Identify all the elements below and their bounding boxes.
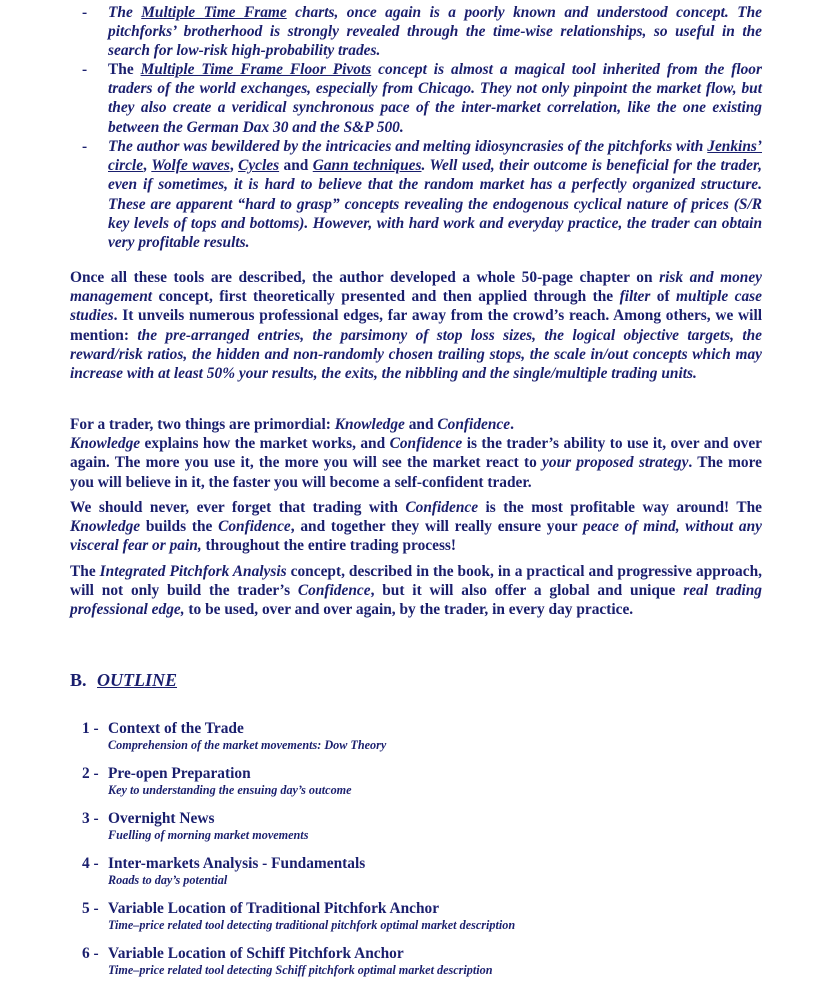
paragraph-integrated-analysis bbox=[70, 562, 762, 620]
underlined-term: Jenkins’ circle bbox=[108, 138, 762, 175]
bullet-item bbox=[82, 3, 762, 61]
outline-subtitle: Comprehension of the market movements: Dow Theory bbox=[108, 738, 387, 752]
outline-title: Context of the Trade bbox=[108, 720, 244, 737]
outline-subtitle: Key to understanding the ensuing day’s outcome bbox=[108, 783, 352, 797]
text-run: multiple case studies bbox=[70, 288, 762, 325]
outline-subtitle: Fuelling of morning market movements bbox=[108, 828, 309, 842]
section-letter: B. bbox=[70, 670, 87, 690]
text-run: to be used, over and over again, by the trader, in every day practice. bbox=[184, 601, 634, 619]
section-heading bbox=[70, 670, 177, 691]
text-run: Integrated Pitchfork Analysis bbox=[99, 563, 287, 580]
outline-item bbox=[82, 854, 782, 899]
text-run: filter bbox=[619, 288, 651, 306]
paragraph-peace-of-mind bbox=[70, 498, 762, 556]
underlined-term: Cycles bbox=[238, 157, 280, 175]
text-run: . bbox=[510, 416, 514, 433]
text-run: is the trader’s ability to use it, over and over again. The more you use it, the more you will see the market react to bbox=[70, 435, 762, 472]
text-run: . Well used, their outcome is beneficial for the trader, even if sometimes, it is hard to believe that the random market has a perfectly organized structure. These are apparent “hard to grasp” concepts revealing the endogenous cyclical nature of prices (S/R key levels of tops and bottoms). However, with hard work and everyday practice, the trader can obtain very profitable results. bbox=[108, 157, 763, 252]
text-run: concept is almost a magical tool inherited from the floor traders of the world exchanges, especially from Chicago. They not only pinpoint the market flow, but they also create a veridical synchronous pace of the inter-market correlation, like the one existing between the German Dax 30 and the S&P 500. bbox=[108, 61, 762, 136]
text-run: throughout the entire trading process! bbox=[201, 537, 457, 555]
text-run: and bbox=[279, 157, 313, 175]
text-run: and bbox=[404, 416, 438, 433]
text-run: the pre-arranged entries, the parsimony of stop loss sizes, the logical objective targets, the reward/risk ratios, the hidden and non-randomly chosen trailing stops, the scale in/out concepts which may increase with at least 50% your results, the exits, the nibbling and the single/multiple trading units. bbox=[70, 326, 762, 383]
underlined-term: Multiple Time Frame Floor Pivots bbox=[140, 61, 372, 78]
outline-subtitle: Roads to day’s potential bbox=[108, 873, 228, 887]
text-run: of bbox=[650, 288, 677, 306]
text-run: real trading professional edge, bbox=[70, 582, 762, 619]
underlined-term: Gann techniques bbox=[312, 157, 422, 175]
text-run: peace of mind, without any visceral fear or pain, bbox=[70, 518, 763, 555]
outline-item bbox=[82, 719, 782, 764]
outline-title: Variable Location of Traditional Pitchfork Anchor bbox=[108, 900, 440, 917]
paragraph-knowledge-confidence bbox=[70, 415, 762, 492]
outline-item bbox=[82, 899, 782, 944]
text-run: . It unveils numerous professional edges, far away from the crowd’s reach. Among others, we will mention: bbox=[70, 307, 762, 344]
paragraph-risk-management bbox=[70, 268, 762, 383]
outline-item bbox=[82, 809, 782, 854]
outline-title: Variable Location of Schiff Pitchfork Anchor bbox=[108, 945, 404, 962]
text-run: Confidence bbox=[297, 582, 371, 600]
text-run: Confidence bbox=[437, 416, 511, 433]
bullet-item bbox=[82, 60, 762, 137]
text-run: , but it will also offer a global and unique bbox=[370, 582, 684, 600]
text-run: your proposed strategy bbox=[542, 454, 689, 472]
text-run: builds the bbox=[140, 518, 219, 536]
text-run: Knowledge bbox=[70, 435, 141, 453]
outline-number: 3 - bbox=[82, 810, 99, 827]
outline-number: 1 - bbox=[82, 720, 99, 737]
text-run: Knowledge bbox=[334, 416, 405, 433]
text-run: explains how the market works, and bbox=[140, 435, 390, 453]
text-run: Knowledge bbox=[70, 518, 141, 536]
outline-item bbox=[82, 764, 782, 809]
outline-number: 2 - bbox=[82, 765, 99, 782]
underlined-term: Multiple Time Frame bbox=[141, 4, 287, 21]
underlined-term: Wolfe waves bbox=[151, 157, 230, 175]
text-run: , and together they will really ensure your bbox=[290, 518, 584, 536]
text-run: is the most profitable way around! The bbox=[478, 499, 762, 516]
text-run: The bbox=[108, 4, 142, 21]
outline-subtitle: Time–price related tool detecting Schiff pitchfork optimal market description bbox=[108, 963, 493, 977]
text-run: The bbox=[108, 61, 141, 78]
outline-number: 4 - bbox=[82, 855, 99, 872]
section-label: OUTLINE bbox=[97, 670, 178, 690]
text-run: Confidence bbox=[389, 435, 463, 453]
outline-subtitle: Time–price related tool detecting traditional pitchfork optimal market description bbox=[108, 918, 516, 932]
bullet-item bbox=[82, 137, 762, 252]
text-run: . The more you will believe in it, the faster you will become a self-confident trader. bbox=[70, 454, 762, 491]
text-run: We should never, ever forget that trading with bbox=[70, 499, 406, 516]
text-run: risk and money management bbox=[70, 269, 762, 306]
text-run: Once all these tools are described, the author developed a whole 50-page chapter on bbox=[70, 269, 660, 286]
text-run: , bbox=[229, 157, 239, 175]
bullet-dash: - bbox=[82, 138, 88, 155]
outline-number: 6 - bbox=[82, 945, 99, 962]
text-run: Confidence bbox=[405, 499, 479, 516]
outline-number: 5 - bbox=[82, 900, 99, 917]
outline-title: Pre-open Preparation bbox=[108, 765, 251, 782]
text-run: charts, once again is a poorly known and understood concept. The pitchforks’ brotherhood is strongly revealed through the time-wise relationships, so useful in the search for low-risk high-probability trades. bbox=[108, 4, 762, 60]
text-run: concept, described in the book, in a practical and progressive approach, will not only build the trader’s bbox=[70, 563, 762, 600]
text-run: The bbox=[70, 563, 100, 580]
text-run: concept, first theoretically presented and then applied through the bbox=[152, 288, 620, 306]
bullet-dash: - bbox=[82, 4, 88, 21]
text-run: , bbox=[143, 157, 152, 175]
text-run: For a trader, two things are primordial: bbox=[70, 416, 335, 433]
outline-item bbox=[82, 944, 782, 989]
outline-title: Inter-markets Analysis - Fundamentals bbox=[108, 855, 366, 872]
outline-list bbox=[82, 719, 782, 989]
text-run: Confidence bbox=[218, 518, 291, 536]
outline-title: Overnight News bbox=[108, 810, 215, 827]
text-run: The author was bewildered by the intricacies and melting idiosyncrasies of the pitchforks with bbox=[108, 138, 708, 155]
bullet-dash: - bbox=[82, 61, 88, 78]
